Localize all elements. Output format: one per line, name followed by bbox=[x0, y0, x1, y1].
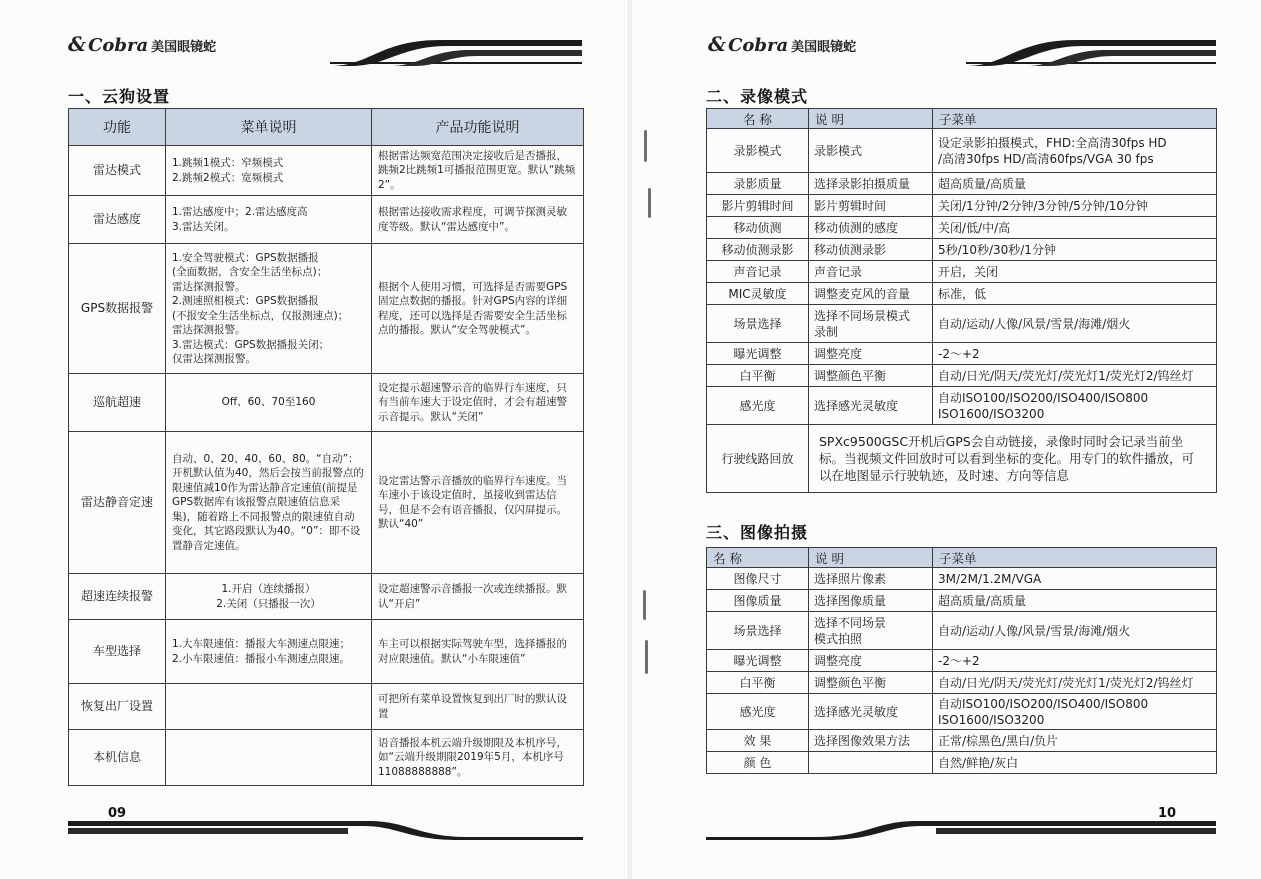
setting-name-cell: 感光度 bbox=[707, 387, 809, 425]
column-header: 菜单说明 bbox=[166, 109, 372, 146]
submenu-cell: 标准，低 bbox=[933, 283, 1217, 305]
track-playback-description: SPXc9500GSC开机后GPS会自动链接，录像时同时会记录当前坐标。当视频文件回放时可以看到坐标的变化。用专门的软件播放，可以在地图显示行驶轨迹，及时速、方向等信息 bbox=[809, 425, 1217, 493]
submenu-cell: 3M/2M/1.2M/VGA bbox=[933, 568, 1217, 590]
column-header: 名 称 bbox=[707, 109, 809, 129]
setting-description-cell: 选择图像效果方法 bbox=[809, 730, 933, 752]
table-row bbox=[69, 196, 584, 244]
setting-name-cell: 移动侦测 bbox=[707, 217, 809, 239]
table-row bbox=[707, 239, 1217, 261]
setting-name-cell: 影片剪辑时间 bbox=[707, 195, 809, 217]
table-row bbox=[707, 365, 1217, 387]
staple-mark bbox=[643, 590, 646, 620]
column-header: 说 明 bbox=[809, 109, 933, 129]
submenu-cell: 关闭/低/中/高 bbox=[933, 217, 1217, 239]
section-title-video-mode: 二、录像模式 bbox=[706, 87, 809, 106]
function-name-cell: 超速连续报警 bbox=[69, 574, 166, 620]
submenu-cell: 自动ISO100/ISO200/ISO400/ISO800 ISO1600/ISO3200 bbox=[933, 694, 1217, 730]
page-number: 10 bbox=[1158, 806, 1177, 821]
table-row bbox=[707, 730, 1217, 752]
column-header: 功能 bbox=[69, 109, 166, 146]
table-row bbox=[707, 173, 1217, 195]
brand-cn: 美国眼镜蛇 bbox=[151, 40, 217, 55]
function-name-cell: 雷达静音定速 bbox=[69, 432, 166, 574]
function-name-cell: 雷达感度 bbox=[69, 196, 166, 244]
setting-description-cell: 调整亮度 bbox=[809, 650, 933, 672]
function-name-cell: 巡航超速 bbox=[69, 374, 166, 432]
table-row bbox=[707, 305, 1217, 343]
function-name-cell: 车型选择 bbox=[69, 620, 166, 684]
table-row bbox=[707, 672, 1217, 694]
menu-description-cell: 1.大车限速值：播报大车测速点限速； 2.小车限速值：播报小车测速点限速。 bbox=[166, 620, 372, 684]
header-swoosh-graphic bbox=[966, 36, 1216, 66]
submenu-cell: 自动/日光/阴天/荧光灯/荧光灯1/荧光灯2/钨丝灯 bbox=[933, 365, 1217, 387]
table-row bbox=[707, 343, 1217, 365]
menu-description-cell: 1.雷达感度中；2.雷达感度高 3.雷达关闭。 bbox=[166, 196, 372, 244]
table-row bbox=[69, 730, 584, 786]
setting-name-cell: 白平衡 bbox=[707, 365, 809, 387]
menu-description-cell: 1.跳频1模式：窄频模式 2.跳频2模式：宽频模式 bbox=[166, 146, 372, 196]
table-row bbox=[69, 146, 584, 196]
setting-description-cell: 选择录影拍摄质量 bbox=[809, 173, 933, 195]
staple-mark bbox=[645, 640, 648, 674]
menu-description-cell bbox=[166, 684, 372, 730]
menu-description-cell: 1.安全驾驶模式：GPS数据播报 (全面数据，含安全生活坐标点)； 雷达探测报警。 2.测速照相模式：GPS数据播报 (不报安全生活坐标点，仅报测速点)； 雷达探测报警。 3.雷达模式：GPS数据播报关闭； 仅雷达探测报警。 bbox=[166, 244, 372, 374]
video-mode-table bbox=[706, 108, 1217, 493]
setting-name-cell: 图像尺寸 bbox=[707, 568, 809, 590]
table-row bbox=[69, 574, 584, 620]
book-spine-fold bbox=[628, 0, 632, 879]
brand-name: Cobra bbox=[728, 35, 789, 56]
setting-name-cell: 声音记录 bbox=[707, 261, 809, 283]
table-row bbox=[707, 612, 1217, 650]
setting-name-cell: MIC灵敏度 bbox=[707, 283, 809, 305]
table-row bbox=[707, 217, 1217, 239]
table-row bbox=[707, 129, 1217, 173]
table-row bbox=[707, 694, 1217, 730]
setting-description-cell: 移动侦测录影 bbox=[809, 239, 933, 261]
setting-name-cell: 场景选择 bbox=[707, 612, 809, 650]
table-row bbox=[69, 432, 584, 574]
setting-description-cell: 选择感光灵敏度 bbox=[809, 694, 933, 730]
submenu-cell: 自然/鲜艳/灰白 bbox=[933, 752, 1217, 774]
product-description-cell: 根据个人使用习惯，可选择是否需要GPS固定点数据的播报。针对GPS内容的详细程度，还可以选择是否需要安全生活坐标点的播报。默认“安全驾驶模式”。 bbox=[372, 244, 584, 374]
product-description-cell: 设定超速警示音播报一次或连续播报。默认“开启” bbox=[372, 574, 584, 620]
table-row bbox=[69, 244, 584, 374]
table-row bbox=[707, 590, 1217, 612]
setting-name-cell: 感光度 bbox=[707, 694, 809, 730]
setting-name-cell: 图像质量 bbox=[707, 590, 809, 612]
cloud-dog-settings-table bbox=[68, 108, 584, 786]
setting-description-cell: 选择不同场景模式 录制 bbox=[809, 305, 933, 343]
product-description-cell: 设定提示超速警示音的临界行车速度，只有当前车速大于设定值时，才会有超速警示音提示。默认“关闭” bbox=[372, 374, 584, 432]
column-header: 子菜单 bbox=[933, 548, 1217, 568]
product-description-cell: 语音播报本机云端升级期限及本机序号，如“云端升级期限2019年5月，本机序号11088888888”。 bbox=[372, 730, 584, 786]
submenu-cell: 超高质量/高质量 bbox=[933, 173, 1217, 195]
setting-name-cell: 录影质量 bbox=[707, 173, 809, 195]
function-name-cell: GPS数据报警 bbox=[69, 244, 166, 374]
function-name-cell: 恢复出厂设置 bbox=[69, 684, 166, 730]
cobra-swirl-icon: & bbox=[68, 32, 87, 56]
brand-logo bbox=[708, 32, 856, 56]
table-row bbox=[707, 283, 1217, 305]
setting-name-cell: 曝光调整 bbox=[707, 343, 809, 365]
table-header-row bbox=[707, 109, 1217, 129]
submenu-cell: 正常/棕黑色/黑白/负片 bbox=[933, 730, 1217, 752]
section-title-cloud-dog: 一、云狗设置 bbox=[68, 87, 171, 106]
submenu-cell: 5秒/10秒/30秒/1分钟 bbox=[933, 239, 1217, 261]
section-title-photo: 三、图像拍摄 bbox=[706, 523, 809, 542]
page-number: 09 bbox=[108, 806, 127, 821]
menu-description-cell: 自动、0、20、40、60、80。“自动”：开机默认值为40，然后会按当前报警点的限速值减10作为雷达静音定速值(前提是GPS数据库有该报警点限速值信息采集)，随着路上不同报警点的限速值自动变化，其它路段默认为40。“0”：即不设置静音定速值。 bbox=[166, 432, 372, 574]
product-description-cell: 车主可以根据实际驾驶车型，选择播报的对应限速值。默认“小车限速值” bbox=[372, 620, 584, 684]
brand-name: Cobra bbox=[88, 35, 149, 56]
setting-description-cell: 移动侦测的感度 bbox=[809, 217, 933, 239]
footer-swoosh-graphic bbox=[706, 818, 1216, 840]
table-row bbox=[707, 752, 1217, 774]
menu-description-cell: 1.开启（连续播报） 2.关闭（只播报一次） bbox=[166, 574, 372, 620]
product-description-cell: 根据雷达频宽范围决定接收后是否播报，跳频2比跳频1可播报范围更宽。默认“跳频2”。 bbox=[372, 146, 584, 196]
function-name-cell: 本机信息 bbox=[69, 730, 166, 786]
setting-description-cell: 调整亮度 bbox=[809, 343, 933, 365]
table-row-track-playback bbox=[707, 425, 1217, 493]
setting-name-cell: 场景选择 bbox=[707, 305, 809, 343]
setting-name-cell: 曝光调整 bbox=[707, 650, 809, 672]
staple-mark bbox=[644, 130, 647, 162]
setting-name-cell: 行驶线路回放 bbox=[707, 425, 809, 493]
column-header: 名 称 bbox=[707, 548, 809, 568]
column-header: 子菜单 bbox=[933, 109, 1217, 129]
setting-description-cell: 声音记录 bbox=[809, 261, 933, 283]
brand-logo bbox=[68, 32, 216, 56]
brand-cn: 美国眼镜蛇 bbox=[791, 40, 857, 55]
setting-description-cell: 录影模式 bbox=[809, 129, 933, 173]
submenu-cell: 自动ISO100/ISO200/ISO400/ISO800 ISO1600/ISO3200 bbox=[933, 387, 1217, 425]
submenu-cell: 开启，关闭 bbox=[933, 261, 1217, 283]
setting-name-cell: 颜 色 bbox=[707, 752, 809, 774]
setting-name-cell: 录影模式 bbox=[707, 129, 809, 173]
setting-name-cell: 白平衡 bbox=[707, 672, 809, 694]
product-description-cell: 设定雷达警示音播放的临界行车速度。当车速小于该设定值时，虽接收到雷达信号，但是不会有语音播报，仅闪屏提示。默认“40” bbox=[372, 432, 584, 574]
submenu-cell: 超高质量/高质量 bbox=[933, 590, 1217, 612]
setting-description-cell: 选择感光灵敏度 bbox=[809, 387, 933, 425]
column-header: 产品功能说明 bbox=[372, 109, 584, 146]
table-row bbox=[69, 374, 584, 432]
table-row bbox=[707, 261, 1217, 283]
menu-description-cell bbox=[166, 730, 372, 786]
submenu-cell: 关闭/1分钟/2分钟/3分钟/5分钟/10分钟 bbox=[933, 195, 1217, 217]
cobra-swirl-icon: & bbox=[708, 32, 727, 56]
table-header-row bbox=[69, 109, 584, 146]
setting-description-cell: 选择图像质量 bbox=[809, 590, 933, 612]
setting-name-cell: 移动侦测录影 bbox=[707, 239, 809, 261]
footer-swoosh-graphic bbox=[68, 818, 583, 840]
submenu-cell: -2～+2 bbox=[933, 343, 1217, 365]
photo-capture-table bbox=[706, 547, 1217, 774]
column-header: 说 明 bbox=[809, 548, 933, 568]
product-description-cell: 根据雷达接收需求程度，可调节探测灵敏度等级。默认“雷达感度中”。 bbox=[372, 196, 584, 244]
menu-description-cell: Off、60、70至160 bbox=[166, 374, 372, 432]
submenu-cell: 自动/运动/人像/风景/雪景/海滩/烟火 bbox=[933, 305, 1217, 343]
setting-description-cell bbox=[809, 752, 933, 774]
setting-description-cell: 选择不同场景 模式拍照 bbox=[809, 612, 933, 650]
table-row bbox=[707, 650, 1217, 672]
table-row bbox=[707, 568, 1217, 590]
product-description-cell: 可把所有菜单设置恢复到出厂时的默认设置 bbox=[372, 684, 584, 730]
header-swoosh-graphic bbox=[330, 36, 582, 66]
setting-description-cell: 选择照片像素 bbox=[809, 568, 933, 590]
submenu-cell: 自动/运动/人像/风景/雪景/海滩/烟火 bbox=[933, 612, 1217, 650]
table-row bbox=[707, 195, 1217, 217]
submenu-cell: 自动/日光/阴天/荧光灯/荧光灯1/荧光灯2/钨丝灯 bbox=[933, 672, 1217, 694]
submenu-cell: 设定录影拍摄模式，FHD:全高清30fps HD /高清30fps HD/高清60fps/VGA 30 fps bbox=[933, 129, 1217, 173]
table-row bbox=[69, 620, 584, 684]
setting-description-cell: 调整颜色平衡 bbox=[809, 672, 933, 694]
table-row bbox=[707, 387, 1217, 425]
table-row bbox=[69, 684, 584, 730]
setting-name-cell: 效 果 bbox=[707, 730, 809, 752]
setting-description-cell: 调整麦克风的音量 bbox=[809, 283, 933, 305]
table-header-row bbox=[707, 548, 1217, 568]
setting-description-cell: 调整颜色平衡 bbox=[809, 365, 933, 387]
staple-mark bbox=[648, 188, 651, 218]
function-name-cell: 雷达模式 bbox=[69, 146, 166, 196]
submenu-cell: -2～+2 bbox=[933, 650, 1217, 672]
setting-description-cell: 影片剪辑时间 bbox=[809, 195, 933, 217]
